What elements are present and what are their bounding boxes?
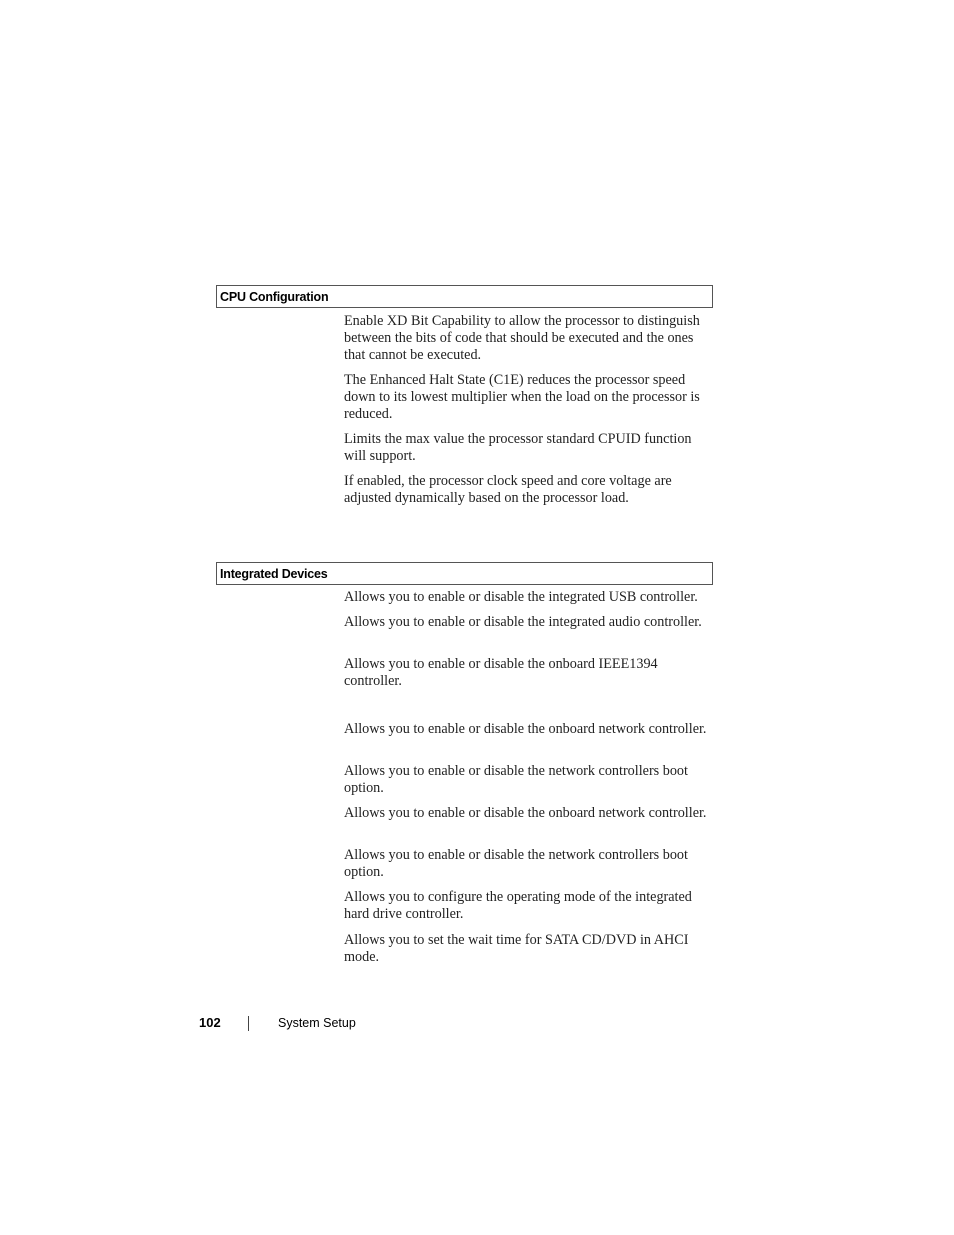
cpu-speedstep-description: If enabled, the processor clock speed and core voltage are adjusted dynamically based on the processor load. [344, 473, 672, 506]
cpu-xd-bit-description: Enable XD Bit Capability to allow the processor to distinguish between the bits of code that should be executed and the ones that cannot be executed. [344, 313, 700, 363]
hard-drive-controller-description: Allows you to configure the operating mode of the integrated hard drive controller. [344, 889, 692, 922]
usb-controller-description: Allows you to enable or disable the integrated USB controller. [344, 589, 698, 605]
audio-controller-description: Allows you to enable or disable the integrated audio controller. [344, 614, 702, 630]
network-controller-2-description: Allows you to enable or disable the onboard network controller. [344, 805, 707, 821]
cpu-configuration-header: CPU Configuration [216, 285, 713, 308]
network-controller-1-description: Allows you to enable or disable the onboard network controller. [344, 721, 707, 737]
page-number: 102 [199, 1015, 221, 1030]
cpu-cpuid-description: Limits the max value the processor standard CPUID function will support. [344, 431, 692, 464]
integrated-devices-header: Integrated Devices [216, 562, 713, 585]
footer-section-title: System Setup [278, 1016, 356, 1030]
cpu-c1e-description: The Enhanced Halt State (C1E) reduces the processor speed down to its lowest multiplier when the load on the processor is reduced. [344, 372, 700, 422]
footer-separator [248, 1016, 249, 1031]
network-boot-2-description: Allows you to enable or disable the network controllers boot option. [344, 847, 688, 880]
ieee1394-controller-description: Allows you to enable or disable the onboard IEEE1394 controller. [344, 656, 658, 689]
network-boot-1-description: Allows you to enable or disable the network controllers boot option. [344, 763, 688, 796]
sata-wait-time-description: Allows you to set the wait time for SATA CD/DVD in AHCI mode. [344, 932, 689, 965]
